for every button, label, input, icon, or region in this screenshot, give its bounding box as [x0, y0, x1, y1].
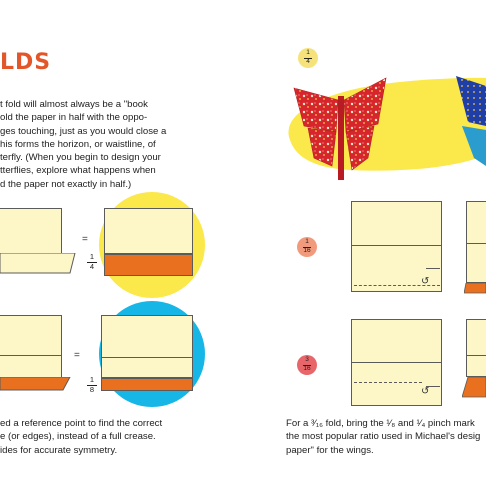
paragraph-line: ges touching, just as you would close a — [0, 125, 167, 137]
orange-fold-band — [104, 254, 193, 276]
crease-line — [466, 243, 486, 244]
caption-line: For a ³⁄₁₆ fold, bring the ¹⁄₈ and ¹⁄₄ pinch mark — [286, 418, 475, 429]
right-caption — [286, 417, 480, 457]
intro-paragraph — [0, 98, 196, 191]
folded-paper-left-2 — [0, 315, 62, 378]
badge-numerator: 3 — [305, 356, 309, 364]
fraction-badge-sixteenth — [297, 237, 317, 257]
fraction-denominator: 4 — [89, 262, 95, 272]
paper-flap-left-shape-2 — [0, 377, 80, 393]
step2-paper-right — [466, 319, 486, 377]
badge-numerator: 1 — [305, 238, 309, 246]
blue-butterfly-illustration — [448, 66, 486, 176]
folded-paper-right — [104, 208, 193, 254]
left-caption — [0, 417, 162, 457]
fold-dashed-line — [354, 382, 422, 383]
paragraph-line: his forms the horizon, or waistline, of — [0, 138, 156, 150]
fraction-quarter — [86, 253, 98, 271]
fraction-denominator: 8 — [89, 385, 95, 395]
red-butterfly-illustration — [286, 70, 394, 188]
badge-denominator: 16 — [303, 365, 311, 373]
crease-line — [351, 362, 442, 363]
crease-line — [351, 245, 442, 246]
pinch-mark — [426, 268, 440, 269]
folded-paper-left — [0, 208, 62, 254]
crease-line — [101, 357, 193, 358]
crease-line — [0, 355, 62, 356]
fraction-badge-quarter — [298, 48, 318, 68]
caption-line: e (or edges), instead of a full crease. — [0, 431, 156, 443]
paragraph-line: d the paper not exactly in half.) — [0, 178, 132, 190]
caption-line: paper" for the wings. — [286, 444, 374, 456]
badge-denominator: 4 — [306, 58, 310, 66]
paragraph-line: t fold will almost always be a "book — [0, 99, 148, 110]
caption-line: ides for accurate symmetry. — [0, 444, 118, 456]
fraction-numerator: 1 — [89, 252, 95, 261]
fold-arrow-icon: ↺ — [421, 276, 430, 287]
step1-paper-right — [466, 201, 486, 283]
fold-arrow-icon: ↺ — [421, 386, 430, 397]
caption-line: the most popular ratio used in Michael's desig — [286, 431, 481, 443]
equals-sign: = — [82, 234, 88, 245]
step1-flap — [464, 283, 486, 295]
fraction-eighth — [86, 376, 98, 394]
paper-flap-left-shape — [0, 253, 80, 275]
fraction-numerator: 1 — [89, 375, 95, 384]
badge-numerator: 1 — [306, 49, 310, 57]
equals-sign: = — [74, 350, 80, 361]
section-heading: LDS — [0, 50, 52, 75]
paragraph-line: tterflies, explore what happens when — [0, 165, 156, 177]
fraction-badge-three-sixteenth — [297, 355, 317, 375]
step2-flap — [462, 377, 486, 399]
caption-line: ed a reference point to find the correct — [0, 418, 163, 429]
orange-fold-band — [101, 378, 193, 391]
folded-paper-right-2 — [101, 315, 193, 378]
crease-line — [466, 355, 486, 356]
paragraph-line: old the paper in half with the oppo- — [0, 112, 148, 124]
paragraph-line: terfly. (When you begin to design your — [0, 152, 161, 164]
badge-denominator: 16 — [303, 247, 311, 255]
